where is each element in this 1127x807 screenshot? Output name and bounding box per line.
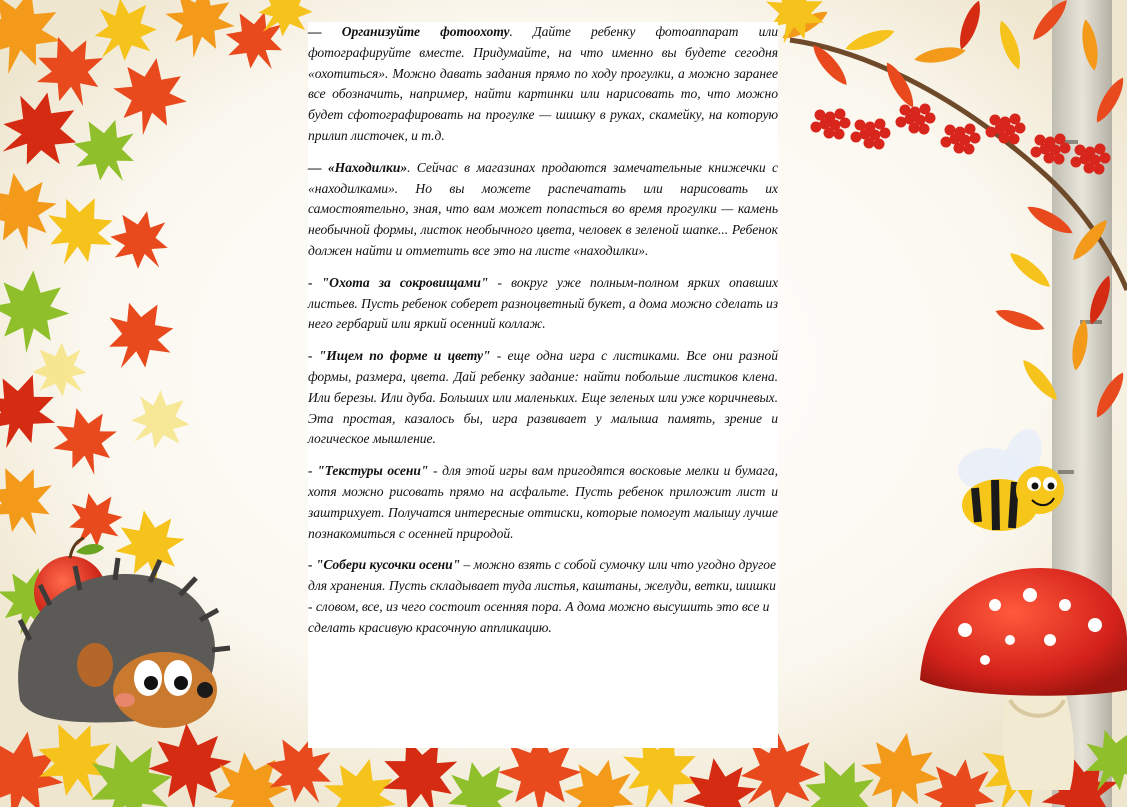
paragraph-title: — «Находилки» (308, 159, 408, 175)
paragraph-photo-hunt (308, 22, 778, 147)
paragraph-treasure-hunt (308, 273, 778, 335)
paragraph-autumn-textures (308, 461, 778, 544)
paragraph-title: - "Охота за сокровищами" (308, 274, 489, 290)
paragraph-title: - "Ищем по форме и цвету" (308, 348, 491, 364)
paragraph-title: - "Собери кусочки осени" (308, 557, 461, 573)
paragraph-body: . Дайте ребенку фотоаппарат или фотографируйте вместе. Придумайте, на что именно вы будете сегодня «охотиться». Можно давать задания прямо по ходу прогулки, а можно заранее все обозначить, например, найти картинки или нарисовать то, что можно будет сфотографировать на прогулке — шишку в руках, скамейку, на которую прилип листочек, и т.д. (308, 24, 778, 143)
paragraph-body: – можно взять с собой сумочку или что угодно другое для хранения. Пусть складывает туда листья, каштаны, желуди, ветки, шишки - словом, все, из чего состоит осенняя пора. А дома можно высушить это все и сделать красивую красочную аппликацию. (308, 557, 776, 635)
paragraph-title: - "Текстуры осени" (308, 463, 429, 479)
paragraph-collect-autumn (308, 555, 778, 638)
text-panel (308, 22, 778, 748)
paragraph-finders (308, 158, 778, 262)
paragraph-body: - вокруг уже полным-полном ярких опавших листьев. Пусть ребенок соберет разноцветный букет, а дома можно сделать из него гербарий или яркий осенний коллаж. (308, 274, 778, 332)
paragraph-body: - для этой игры вам пригодятся восковые мелки и бумага, хотя можно рисовать прямо на асфальте. Пусть ребенок приложит лист и заштрихует. Получатся интересные оттиски, которые помогут малышу лучше познакомиться с осенней природой. (308, 463, 778, 541)
paragraph-title: — Организуйте фотоохоту (308, 24, 510, 39)
paragraph-body: - еще одна игра с листиками. Все они разной формы, размера, цвета. Дай ребенку задание: найти побольше листиков клена. Или березы. Или дуба. Больших или маленьких. Еще зеленых или уже коричневых. Эта простая, казалось бы, игра развивает у малыша память, зрение и логическое мышление. (308, 348, 778, 447)
paragraph-shape-color (308, 346, 778, 450)
paragraph-body: . Сейчас в магазинах продаются замечательные книжечки с «находилками». Но вы можете распечатать или нарисовать их самостоятельно, зная, что вам может попасться во время прогулки — камень необычной формы, листок необычного цвета, человек в зеленой шапке... Ребенок должен найти и отметить все это на листе «находилки». (308, 159, 778, 258)
